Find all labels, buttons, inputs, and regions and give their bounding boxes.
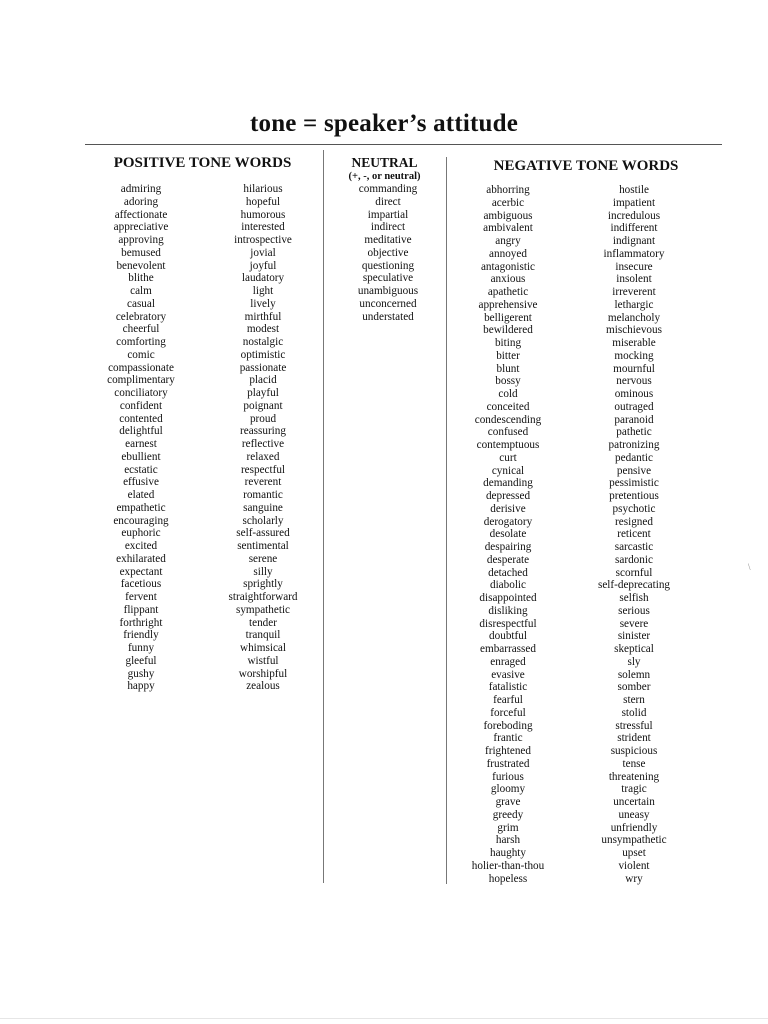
- word-item: conceited: [486, 400, 530, 413]
- word-item: nostalgic: [242, 336, 284, 348]
- word-item: earnest: [125, 438, 157, 450]
- word-item: modest: [246, 323, 280, 336]
- word-item: threatening: [608, 770, 660, 783]
- word-item: gleeful: [125, 654, 157, 667]
- word-item: angry: [495, 235, 521, 247]
- word-item: scholarly: [242, 514, 284, 527]
- word-item: hopeless: [488, 872, 528, 885]
- word-item: severe: [619, 617, 649, 630]
- word-item: pathetic: [616, 426, 652, 439]
- word-item: greedy: [492, 808, 524, 821]
- word-item: sympathetic: [235, 603, 291, 616]
- word-item: selfish: [619, 592, 649, 604]
- word-item: outraged: [614, 400, 654, 413]
- word-item: demanding: [483, 477, 533, 490]
- word-item: frightened: [485, 745, 531, 757]
- word-item: encouraging: [113, 514, 169, 527]
- word-item: stressful: [615, 719, 653, 732]
- word-item: evasive: [491, 668, 525, 681]
- word-item: meditative: [364, 234, 412, 246]
- word-item: reflective: [241, 438, 285, 450]
- word-item: harsh: [495, 834, 521, 847]
- word-item: incredulous: [607, 209, 661, 222]
- word-item: furious: [492, 770, 524, 783]
- word-item: unsympathetic: [601, 834, 667, 847]
- word-item: ebullient: [121, 450, 161, 463]
- word-item: confused: [487, 426, 529, 439]
- word-item: annoyed: [489, 247, 527, 260]
- word-item: desperate: [486, 553, 530, 566]
- word-item: acerbic: [491, 196, 525, 209]
- word-item: confident: [119, 399, 163, 412]
- word-item: indirect: [370, 221, 406, 234]
- word-item: sinister: [617, 630, 651, 643]
- word-item: light: [252, 285, 274, 297]
- word-item: euphoric: [121, 527, 161, 540]
- word-item: diabolic: [489, 579, 527, 592]
- word-item: irreverent: [612, 286, 656, 298]
- word-item: strident: [617, 732, 651, 745]
- word-item: happy: [127, 680, 155, 693]
- word-item: suspicious: [610, 745, 658, 757]
- neutral-heading: NEUTRAL: [351, 155, 418, 170]
- word-item: abhorring: [486, 184, 530, 196]
- word-item: antagonistic: [480, 260, 536, 273]
- word-item: sly: [627, 655, 641, 668]
- word-item: forceful: [490, 706, 526, 719]
- neutral-subheading: (+, -, or neutral): [348, 171, 421, 182]
- word-item: empathetic: [116, 501, 166, 514]
- word-item: resigned: [615, 515, 653, 528]
- page-title: tone = speaker’s attitude: [249, 110, 519, 137]
- word-item: skeptical: [614, 643, 654, 655]
- word-item: approving: [118, 234, 164, 246]
- word-item: melancholy: [607, 311, 661, 324]
- scan-edge: [0, 1018, 768, 1019]
- word-item: poignant: [243, 399, 283, 412]
- word-item: mischievous: [606, 324, 662, 337]
- word-item: direct: [375, 195, 401, 208]
- word-item: indifferent: [610, 222, 658, 235]
- word-item: enraged: [490, 655, 526, 668]
- word-item: violent: [618, 859, 650, 872]
- word-item: curt: [499, 451, 517, 464]
- word-item: disliking: [488, 604, 528, 617]
- word-item: exhilarated: [116, 552, 166, 565]
- title-underline: [85, 144, 722, 145]
- negative-words-column-2: [592, 184, 676, 885]
- word-item: detached: [488, 566, 528, 579]
- word-item: expectant: [119, 565, 163, 578]
- word-item: anxious: [490, 273, 526, 286]
- word-item: interested: [241, 221, 285, 234]
- word-item: self-assured: [236, 527, 290, 540]
- word-item: fatalistic: [488, 681, 528, 694]
- word-item: reassuring: [240, 425, 286, 438]
- word-item: calm: [130, 285, 152, 297]
- word-item: forthright: [119, 616, 163, 629]
- word-item: uncertain: [613, 796, 655, 808]
- word-item: silly: [253, 565, 273, 578]
- word-item: optimistic: [240, 348, 286, 361]
- word-item: inflammatory: [603, 247, 665, 260]
- word-item: effusive: [123, 476, 159, 489]
- word-item: doubtful: [489, 630, 527, 643]
- word-item: unfriendly: [610, 821, 658, 834]
- word-item: mirthful: [244, 310, 282, 323]
- word-item: impartial: [367, 208, 409, 221]
- word-item: apathetic: [487, 286, 529, 298]
- word-item: patronizing: [608, 439, 660, 451]
- word-item: proud: [249, 412, 277, 425]
- word-item: friendly: [123, 629, 159, 642]
- word-item: stern: [623, 694, 645, 706]
- word-item: delightful: [119, 425, 163, 438]
- word-item: pedantic: [615, 451, 653, 464]
- word-item: insecure: [615, 260, 653, 273]
- word-item: scornful: [615, 566, 653, 579]
- word-item: unambiguous: [357, 285, 419, 297]
- word-item: casual: [127, 297, 155, 310]
- word-item: reticent: [617, 528, 651, 541]
- word-item: understated: [362, 310, 414, 323]
- word-item: indignant: [612, 235, 656, 247]
- positive-heading: POSITIVE TONE WORDS: [113, 155, 292, 171]
- word-item: whimsical: [240, 642, 286, 654]
- word-item: bossy: [495, 375, 521, 388]
- word-item: biting: [494, 337, 522, 349]
- word-item: ecstatic: [124, 463, 158, 476]
- negative-words-column-1: [462, 184, 554, 885]
- word-item: hopeful: [245, 195, 281, 208]
- word-item: pretentious: [609, 490, 659, 502]
- column-divider-left: [323, 150, 324, 883]
- word-item: blithe: [128, 272, 154, 285]
- word-item: laudatory: [241, 272, 285, 285]
- word-item: adoring: [123, 195, 159, 208]
- word-item: admiring: [120, 183, 162, 195]
- word-item: complimentary: [107, 374, 175, 387]
- word-item: lethargic: [614, 298, 654, 311]
- word-item: serious: [618, 604, 650, 617]
- word-item: stolid: [621, 706, 647, 719]
- word-item: derisive: [490, 502, 526, 515]
- word-item: mocking: [614, 349, 654, 362]
- word-item: joyful: [249, 259, 277, 272]
- word-item: miserable: [612, 337, 656, 349]
- word-item: cheerful: [122, 323, 160, 336]
- word-item: fearful: [493, 694, 523, 706]
- word-item: tragic: [621, 783, 647, 796]
- word-item: tranquil: [245, 629, 281, 642]
- word-item: paranoid: [614, 413, 654, 426]
- word-item: gloomy: [490, 783, 526, 796]
- word-item: disappointed: [479, 592, 537, 604]
- word-item: fervent: [125, 591, 157, 603]
- word-item: sardonic: [615, 553, 653, 566]
- word-item: hostile: [619, 184, 649, 196]
- word-item: cynical: [491, 464, 525, 477]
- word-item: comic: [127, 348, 155, 361]
- word-item: condescending: [474, 413, 542, 426]
- word-item: flippant: [123, 603, 159, 616]
- word-item: zealous: [246, 680, 280, 693]
- word-item: placid: [249, 374, 277, 387]
- word-item: ambivalent: [483, 222, 533, 235]
- word-item: contemptuous: [476, 439, 540, 451]
- word-item: mournful: [613, 362, 655, 375]
- word-item: objective: [367, 246, 409, 259]
- word-item: holier-than-thou: [471, 859, 545, 872]
- word-item: playful: [247, 387, 279, 399]
- word-item: humorous: [240, 208, 286, 221]
- word-item: introspective: [234, 234, 292, 246]
- word-item: relaxed: [246, 450, 280, 463]
- word-item: pensive: [616, 464, 652, 477]
- word-item: self-deprecating: [597, 579, 671, 592]
- word-item: psychotic: [612, 502, 656, 515]
- word-item: funny: [127, 642, 155, 654]
- word-item: straightforward: [228, 591, 298, 603]
- word-item: grim: [497, 821, 519, 834]
- column-divider-right: [446, 157, 447, 884]
- word-item: romantic: [243, 489, 283, 501]
- word-item: bitter: [496, 349, 520, 362]
- word-item: blunt: [496, 362, 520, 375]
- positive-words-column-2: [218, 183, 308, 693]
- word-item: desolate: [489, 528, 527, 541]
- word-item: despairing: [484, 541, 532, 553]
- word-item: conciliatory: [114, 387, 168, 399]
- word-item: frustrated: [486, 757, 530, 770]
- word-item: passionate: [239, 361, 287, 374]
- word-item: comforting: [116, 336, 166, 348]
- word-item: derogatory: [483, 515, 533, 528]
- word-item: grave: [495, 796, 521, 808]
- word-item: bemused: [121, 246, 161, 259]
- word-item: gushy: [127, 667, 155, 680]
- word-item: somber: [617, 681, 651, 694]
- word-item: nervous: [616, 375, 652, 388]
- word-item: pessimistic: [609, 477, 659, 490]
- word-item: sanguine: [243, 501, 283, 514]
- word-item: tense: [622, 757, 646, 770]
- word-item: questioning: [361, 259, 415, 272]
- word-item: sprightly: [243, 578, 283, 591]
- word-item: solemn: [617, 668, 651, 681]
- word-item: affectionate: [114, 208, 168, 221]
- word-item: hilarious: [243, 183, 283, 195]
- word-item: ambiguous: [483, 209, 533, 222]
- word-item: benevolent: [116, 259, 166, 272]
- word-item: disrespectful: [479, 617, 537, 630]
- word-item: apprehensive: [478, 298, 538, 311]
- word-item: excited: [124, 540, 158, 552]
- word-item: serene: [248, 552, 278, 565]
- word-item: haughty: [489, 847, 527, 859]
- word-item: contented: [119, 412, 163, 425]
- word-item: sentimental: [237, 540, 289, 552]
- word-item: respectful: [240, 463, 286, 476]
- word-item: frantic: [493, 732, 523, 745]
- stray-mark: \: [748, 562, 751, 572]
- word-item: tender: [249, 616, 277, 629]
- word-item: worshipful: [238, 667, 288, 680]
- word-item: jovial: [250, 246, 276, 259]
- word-item: lively: [250, 297, 276, 310]
- word-item: wry: [625, 872, 643, 885]
- word-item: commanding: [358, 183, 418, 195]
- word-item: sarcastic: [614, 541, 654, 553]
- word-item: ominous: [614, 388, 654, 400]
- word-item: cold: [498, 388, 518, 400]
- word-item: belligerent: [484, 311, 532, 324]
- word-item: celebratory: [115, 310, 167, 323]
- word-item: bewildered: [483, 324, 533, 337]
- word-item: unconcerned: [359, 297, 417, 310]
- word-item: elated: [127, 489, 155, 501]
- word-item: depressed: [485, 490, 531, 502]
- word-item: upset: [622, 847, 646, 859]
- word-item: reverent: [244, 476, 282, 489]
- word-item: wistful: [247, 654, 279, 667]
- word-item: impatient: [612, 196, 656, 209]
- word-item: facetious: [120, 578, 162, 591]
- word-item: appreciative: [113, 221, 169, 234]
- word-item: embarrassed: [480, 643, 536, 655]
- neutral-words-column: [344, 183, 432, 323]
- word-item: compassionate: [108, 361, 174, 374]
- word-item: insolent: [616, 273, 652, 286]
- word-item: uneasy: [618, 808, 650, 821]
- negative-heading: NEGATIVE TONE WORDS: [493, 158, 679, 174]
- positive-words-column-1: [98, 183, 184, 693]
- word-item: foreboding: [483, 719, 533, 732]
- word-item: speculative: [362, 272, 414, 285]
